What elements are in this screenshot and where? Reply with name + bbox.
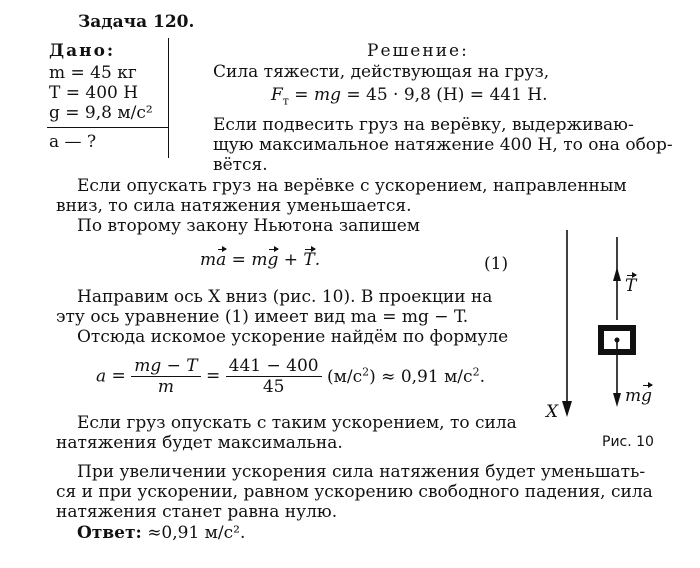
given-gravity: g = 9,8 м/с²: [49, 103, 153, 123]
solution-heading: Решение:: [367, 41, 469, 61]
gravity-formula: $F_т$ = mg = 45 · 9,8 (Н) = 441 Н.: [271, 85, 548, 108]
given-divider: [47, 127, 169, 128]
answer-value: ≈0,91 м/с².: [147, 523, 246, 543]
figure-label-T: T: [625, 276, 637, 296]
figure-axis-label: X: [546, 402, 559, 422]
tension-arrowhead: [613, 267, 621, 281]
acceleration-formula: a = $\frac{mg - T}{m}$ = $\frac{441 - 400}{45}$ $(м/с^2) \approx 0,91$ $м/с^2$.: [96, 356, 485, 397]
figure-caption: Рис. 10: [602, 434, 654, 450]
paragraph-2-line-1: Если опускать груз на верёвке с ускорением, направленным: [77, 176, 627, 196]
paragraph-4-line-1: Направим ось X вниз (рис. 10). В проекции на: [77, 287, 493, 307]
figure-label-mg: mg: [625, 386, 653, 406]
gravity-arrowhead: [613, 393, 621, 407]
given-find: a — ?: [49, 132, 97, 152]
paragraph-3: По второму закону Ньютона запишем: [77, 216, 420, 236]
given-mass: m = 45 кг: [49, 63, 137, 83]
equation-number: (1): [484, 254, 509, 274]
given-tension: T = 400 Н: [49, 83, 139, 103]
solution-line-1: Сила тяжести, действующая на груз,: [213, 62, 550, 82]
answer: [77, 523, 245, 543]
solution-line-4: щую максимальное натяжение 400 Н, то она обор-: [213, 135, 673, 155]
newton-equation: ma = mg + T.: [200, 250, 321, 270]
paragraph-6-line-2: натяжения будет максимальна.: [56, 433, 343, 453]
paragraph-6-line-1: Если груз опускать с таким ускорением, то сила: [77, 413, 517, 433]
paragraph-2-line-2: вниз, то сила натяжения уменьшается.: [56, 196, 412, 216]
given-vertical-rule: [168, 38, 169, 158]
paragraph-7-line-3: натяжения станет равна нулю.: [56, 502, 338, 522]
paragraph-4-line-2: эту ось уравнение (1) имеет вид ma = mg − T.: [56, 307, 469, 327]
solution-line-3: Если подвесить груз на верёвку, выдерживаю-: [213, 115, 634, 135]
paragraph-7-line-1: При увеличении ускорения сила натяжения будет уменьшать-: [77, 462, 646, 482]
given-heading: Дано:: [49, 41, 116, 61]
solution-line-5: вётся.: [213, 155, 268, 175]
x-axis-arrowhead: [562, 401, 572, 417]
problem-title: Задача 120.: [78, 12, 195, 32]
figure-diagram: [535, 225, 675, 425]
paragraph-7-line-2: ся и при ускорении, равном ускорению свободного падения, сила: [56, 482, 653, 502]
paragraph-5: Отсюда искомое ускорение найдём по формуле: [77, 327, 509, 347]
answer-label: Ответ:: [77, 523, 142, 543]
